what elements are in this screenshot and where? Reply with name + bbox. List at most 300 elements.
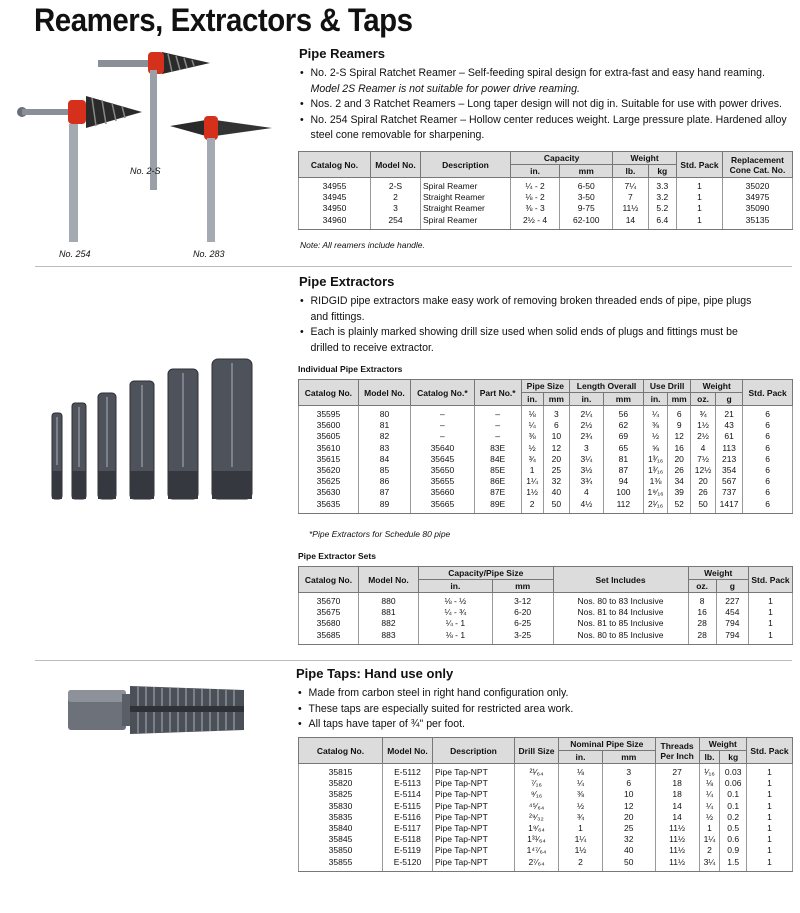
table-cell: 7: [613, 192, 648, 203]
table-row: [299, 823, 793, 834]
taps-table: [298, 737, 793, 872]
table-cell: 80: [358, 406, 410, 421]
table-cell: –: [474, 406, 521, 421]
table-cell: 35645: [411, 454, 475, 465]
table-cell: ⅛ - 1: [419, 630, 493, 645]
table-cell: 21: [715, 406, 742, 421]
col-mm: mm: [602, 751, 655, 764]
table-cell: 1½: [691, 420, 716, 431]
table-cell: 4: [691, 443, 716, 454]
pipe-tap-illustration: [64, 678, 254, 744]
table-cell: 213: [715, 454, 742, 465]
table-cell: 2: [371, 192, 421, 203]
table-cell: 3¼: [699, 857, 720, 872]
table-cell: 1: [559, 823, 603, 834]
extractors-footnote: *Pipe Extractors for Schedule 80 pipe: [309, 529, 451, 539]
col-description: Description: [421, 152, 511, 178]
table-cell: Pipe Tap-NPT: [433, 812, 515, 823]
table-cell: 25: [602, 823, 655, 834]
table-cell: 2¹⁄₁₆: [644, 499, 668, 514]
table-cell: 9: [668, 420, 691, 431]
table-cell: 1: [521, 465, 543, 476]
bullet-item: • All taps have taper of ¾" per foot.: [298, 717, 573, 733]
table-cell: 6-25: [492, 618, 553, 629]
table-cell: 84: [358, 454, 410, 465]
table-cell: 83: [358, 443, 410, 454]
table-cell: 35595: [299, 406, 359, 421]
col-model: Model No.: [359, 567, 419, 593]
table-cell: 1⅜: [644, 476, 668, 487]
col-in: in.: [559, 751, 603, 764]
table-cell: 2: [559, 857, 603, 872]
table-cell: 26: [691, 487, 716, 498]
table-cell: 35650: [411, 465, 475, 476]
col-mm: mm: [543, 393, 569, 406]
table-cell: 10: [543, 431, 569, 442]
col-mm: mm: [668, 393, 691, 406]
table-cell: 34975: [723, 192, 793, 203]
table-cell: 1: [677, 192, 723, 203]
table-cell: 1: [747, 778, 793, 789]
table-cell: 1: [747, 834, 793, 845]
table-cell: 880: [359, 593, 419, 608]
table-cell: 1¼: [521, 476, 543, 487]
table-cell: 3: [570, 443, 604, 454]
table-cell: 35615: [299, 454, 359, 465]
table-cell: 35680: [299, 618, 359, 629]
col-kg: kg: [648, 165, 676, 178]
table-cell: 50: [602, 857, 655, 872]
table-cell: 94: [603, 476, 643, 487]
table-cell: 1³⁄₁₆: [644, 454, 668, 465]
col-pipe-size: Pipe Size: [521, 380, 569, 393]
table-row: [299, 465, 793, 476]
table-cell: 35840: [299, 823, 383, 834]
table-cell: E-5118: [383, 834, 433, 845]
table-cell: 2½: [691, 431, 716, 442]
table-cell: 1³⁄₁₆: [644, 465, 668, 476]
table-row: [299, 801, 793, 812]
table-cell: 1: [749, 593, 793, 608]
table-cell: 1: [677, 178, 723, 193]
table-cell: 0.6: [720, 834, 747, 845]
table-cell: ¾: [559, 812, 603, 823]
table-cell: 35605: [299, 431, 359, 442]
table-cell: ¼ - 2: [511, 178, 560, 193]
col-replacement: Replacement Cone Cat. No.: [723, 152, 793, 178]
reamer-label-283: No. 283: [193, 249, 225, 259]
table-cell: 6-50: [560, 178, 613, 193]
table-cell: 882: [359, 618, 419, 629]
table-cell: 32: [602, 834, 655, 845]
table-cell: 567: [715, 476, 742, 487]
table-cell: 85E: [474, 465, 521, 476]
table-cell: 3¼: [570, 454, 604, 465]
table-cell: 1: [747, 823, 793, 834]
table-cell: 87: [603, 465, 643, 476]
table-cell: 35630: [299, 487, 359, 498]
table-cell: 2½: [570, 420, 604, 431]
table-cell: 35830: [299, 801, 383, 812]
table-cell: 86E: [474, 476, 521, 487]
table-cell: 2¼: [570, 406, 604, 421]
individual-extractors-title: Individual Pipe Extractors: [298, 364, 403, 374]
table-cell: 1: [747, 812, 793, 823]
table-cell: 16: [688, 607, 716, 618]
table-cell: ½: [521, 443, 543, 454]
table-cell: 1: [749, 630, 793, 645]
bullet-item: • Made from carbon steel in right hand configuration only.: [298, 686, 573, 702]
table-cell: E-5113: [383, 778, 433, 789]
table-cell: Spiral Reamer: [421, 178, 511, 193]
reamer-label-2s: No. 2-S: [130, 166, 161, 176]
table-cell: 100: [603, 487, 643, 498]
table-cell: –: [411, 431, 475, 442]
divider: [35, 266, 792, 267]
table-cell: ½: [699, 812, 720, 823]
table-cell: 65: [603, 443, 643, 454]
table-cell: Pipe Tap-NPT: [433, 801, 515, 812]
table-cell: 1: [747, 845, 793, 856]
reamers-bullets: [300, 66, 800, 144]
col-oz: oz.: [688, 580, 716, 593]
table-cell: 35090: [723, 203, 793, 214]
table-cell: 35820: [299, 778, 383, 789]
table-cell: 11½: [613, 203, 648, 214]
table-cell: ⅜: [644, 420, 668, 431]
table-cell: E-5120: [383, 857, 433, 872]
table-cell: 454: [716, 607, 748, 618]
table-row: [299, 499, 793, 514]
table-cell: 254: [371, 215, 421, 230]
col-mm: mm: [603, 393, 643, 406]
table-cell: 69: [603, 431, 643, 442]
table-cell: 0.03: [720, 764, 747, 779]
table-cell: ⁹⁄₁₆: [515, 789, 559, 800]
table-cell: 0.06: [720, 778, 747, 789]
reamers-note: Note: All reamers include handle.: [300, 240, 425, 250]
table-cell: 3¾: [570, 476, 604, 487]
taps-bullets: [298, 686, 585, 733]
table-cell: 3½: [570, 465, 604, 476]
table-cell: 35655: [411, 476, 475, 487]
table-cell: 112: [603, 499, 643, 514]
col-drill: Use Drill: [644, 380, 691, 393]
table-cell: 40: [543, 487, 569, 498]
table-cell: 34945: [299, 192, 371, 203]
table-row: [299, 778, 793, 789]
table-cell: 56: [603, 406, 643, 421]
table-row: [299, 431, 793, 442]
reamers-illustration: [10, 40, 290, 265]
table-cell: 83E: [474, 443, 521, 454]
table-cell: 6: [743, 487, 793, 498]
table-cell: 6: [743, 465, 793, 476]
table-cell: E-5112: [383, 764, 433, 779]
reamers-table: [298, 151, 793, 230]
table-cell: ⅜: [559, 789, 603, 800]
table-cell: ⅛: [699, 778, 720, 789]
col-model: Model No.: [383, 738, 433, 764]
table-cell: 6: [743, 454, 793, 465]
table-cell: 87E: [474, 487, 521, 498]
page-title: Reamers, Extractors & Taps: [34, 2, 413, 38]
col-lb: lb.: [613, 165, 648, 178]
table-cell: 6: [543, 420, 569, 431]
table-cell: 43: [715, 420, 742, 431]
table-cell: 35135: [723, 215, 793, 230]
table-cell: 1½: [559, 845, 603, 856]
col-in: in.: [570, 393, 604, 406]
table-cell: E-5116: [383, 812, 433, 823]
table-cell: E-5117: [383, 823, 433, 834]
table-cell: 62: [603, 420, 643, 431]
table-cell: –: [474, 420, 521, 431]
table-cell: ¼ - 1: [419, 618, 493, 629]
table-cell: –: [411, 406, 475, 421]
col-mm: mm: [560, 165, 613, 178]
table-cell: 4½: [570, 499, 604, 514]
table-cell: 87: [358, 487, 410, 498]
table-cell: Pipe Tap-NPT: [433, 764, 515, 779]
table-cell: ¼ - ¾: [419, 607, 493, 618]
col-weight: Weight: [688, 567, 748, 580]
reamers-table-body: [299, 178, 793, 230]
table-cell: ⅝: [644, 443, 668, 454]
extractor-sets-table-body: [299, 593, 793, 645]
table-cell: ²⁹⁄₃₂: [515, 812, 559, 823]
col-mm: mm: [492, 580, 553, 593]
col-model: Model No.: [358, 380, 410, 406]
col-pack: Std. Pack: [749, 567, 793, 593]
table-cell: 6.4: [648, 215, 676, 230]
table-cell: 35835: [299, 812, 383, 823]
table-cell: 35640: [411, 443, 475, 454]
table-cell: 82: [358, 431, 410, 442]
table-cell: 6: [743, 431, 793, 442]
extractor-sets-table: [298, 566, 793, 645]
table-cell: 3-50: [560, 192, 613, 203]
table-cell: ½: [559, 801, 603, 812]
table-row: [299, 178, 793, 193]
col-threads: Threads Per Inch: [655, 738, 699, 764]
table-cell: 883: [359, 630, 419, 645]
table-cell: 20: [543, 454, 569, 465]
table-cell: E-5115: [383, 801, 433, 812]
table-cell: 3.2: [648, 192, 676, 203]
table-cell: 8: [688, 593, 716, 608]
table-row: [299, 607, 793, 618]
table-cell: Pipe Tap-NPT: [433, 834, 515, 845]
table-cell: ²¹⁄₆₄: [515, 764, 559, 779]
table-cell: 86: [358, 476, 410, 487]
table-cell: –: [411, 420, 475, 431]
table-cell: 3-12: [492, 593, 553, 608]
col-nominal: Nominal Pipe Size: [559, 738, 656, 751]
table-cell: 40: [602, 845, 655, 856]
table-cell: 2-S: [371, 178, 421, 193]
table-cell: 12½: [691, 465, 716, 476]
col-weight: Weight: [613, 152, 677, 165]
table-cell: 61: [715, 431, 742, 442]
table-cell: 35625: [299, 476, 359, 487]
table-cell: 81: [603, 454, 643, 465]
table-cell: 1: [747, 801, 793, 812]
table-cell: 35815: [299, 764, 383, 779]
extractors-table: [298, 379, 793, 514]
table-row: [299, 476, 793, 487]
table-row: [299, 406, 793, 421]
table-cell: 1: [677, 203, 723, 214]
table-row: [299, 834, 793, 845]
table-row: [299, 203, 793, 214]
table-cell: Nos. 81 to 84 Inclusive: [553, 607, 688, 618]
table-cell: 18: [655, 789, 699, 800]
table-cell: 34950: [299, 203, 371, 214]
table-cell: 35855: [299, 857, 383, 872]
table-cell: 6: [743, 443, 793, 454]
table-cell: 35685: [299, 630, 359, 645]
table-cell: Pipe Tap-NPT: [433, 778, 515, 789]
col-lb: lb.: [699, 751, 720, 764]
table-cell: 1¼: [699, 834, 720, 845]
table-cell: 1¼: [559, 834, 603, 845]
table-cell: 28: [688, 630, 716, 645]
table-cell: 1: [749, 618, 793, 629]
table-cell: 89E: [474, 499, 521, 514]
table-row: [299, 764, 793, 779]
table-cell: 6-20: [492, 607, 553, 618]
table-cell: 50: [691, 499, 716, 514]
col-part: Part No.*: [474, 380, 521, 406]
table-cell: ⁷⁄₁₆: [515, 778, 559, 789]
extractor-sets-title: Pipe Extractor Sets: [298, 551, 376, 561]
table-cell: ¹⁄₁₆: [699, 764, 720, 779]
taps-table-body: [299, 764, 793, 872]
table-cell: 20: [602, 812, 655, 823]
table-cell: 1: [749, 607, 793, 618]
col-in: in.: [521, 393, 543, 406]
table-cell: 6: [743, 420, 793, 431]
table-cell: 25: [543, 465, 569, 476]
col-g: g: [716, 580, 748, 593]
table-cell: E-5114: [383, 789, 433, 800]
col-weight: Weight: [699, 738, 746, 751]
table-cell: 26: [668, 465, 691, 476]
table-cell: 7¼: [613, 178, 648, 193]
table-cell: 3: [602, 764, 655, 779]
table-cell: 6: [743, 499, 793, 514]
table-cell: 12: [543, 443, 569, 454]
table-cell: 18: [655, 778, 699, 789]
table-cell: ¼: [644, 406, 668, 421]
col-length: Length Overall: [570, 380, 644, 393]
table-cell: 39: [668, 487, 691, 498]
table-cell: –: [474, 431, 521, 442]
extractors-title: Pipe Extractors: [299, 274, 395, 289]
table-cell: 1: [699, 823, 720, 834]
table-cell: 1: [747, 789, 793, 800]
table-row: [299, 487, 793, 498]
table-cell: 2⁷⁄₆₄: [515, 857, 559, 872]
table-cell: 6: [743, 406, 793, 421]
table-cell: Nos. 80 to 85 Inclusive: [553, 630, 688, 645]
table-cell: 113: [715, 443, 742, 454]
table-cell: 34955: [299, 178, 371, 193]
col-in: in.: [419, 580, 493, 593]
table-cell: 35600: [299, 420, 359, 431]
table-cell: 11½: [655, 857, 699, 872]
table-cell: 35610: [299, 443, 359, 454]
col-pack: Std. Pack: [743, 380, 793, 406]
bullet-item: • These taps are especially suited for restricted area work.: [298, 702, 573, 718]
col-catalog: Catalog No.: [299, 380, 359, 406]
table-cell: Straight Reamer: [421, 203, 511, 214]
col-g: g: [715, 393, 742, 406]
table-cell: 34: [668, 476, 691, 487]
table-cell: 1: [747, 857, 793, 872]
col-catalog-star: Catalog No.*: [411, 380, 475, 406]
table-row: [299, 857, 793, 872]
table-cell: 881: [359, 607, 419, 618]
col-catalog: Catalog No.: [299, 152, 371, 178]
table-cell: 35675: [299, 607, 359, 618]
table-cell: 1½: [521, 487, 543, 498]
table-cell: 20: [691, 476, 716, 487]
table-cell: ¾: [691, 406, 716, 421]
bullet-item: • No. 2-S Spiral Ratchet Reamer – Self-feeding spiral design for extra-fast and easy hand reaming. Model 2S Reamer is not suitable for power drive reaming.: [300, 66, 787, 97]
table-cell: ⅜ - 3: [511, 203, 560, 214]
col-drill: Drill Size: [515, 738, 559, 764]
table-cell: 35665: [411, 499, 475, 514]
col-weight: Weight: [691, 380, 743, 393]
table-cell: 0.2: [720, 812, 747, 823]
table-row: [299, 420, 793, 431]
table-row: [299, 812, 793, 823]
table-cell: 14: [655, 812, 699, 823]
table-cell: 11½: [655, 834, 699, 845]
col-kg: kg: [720, 751, 747, 764]
table-cell: 35635: [299, 499, 359, 514]
col-catalog: Catalog No.: [299, 567, 359, 593]
col-includes: Set Includes: [553, 567, 688, 593]
table-cell: ¾: [521, 454, 543, 465]
table-cell: 737: [715, 487, 742, 498]
table-cell: ⁴⁵⁄₆₄: [515, 801, 559, 812]
table-cell: 1⁹⁄₆₄: [515, 823, 559, 834]
table-row: [299, 789, 793, 800]
table-cell: Nos. 80 to 83 Inclusive: [553, 593, 688, 608]
table-cell: ⅛: [559, 764, 603, 779]
table-cell: 35825: [299, 789, 383, 800]
table-cell: 52: [668, 499, 691, 514]
col-description: Description: [433, 738, 515, 764]
table-cell: 2½ - 4: [511, 215, 560, 230]
bullet-item: • No. 254 Spiral Ratchet Reamer – Hollow center reduces weight. Large pressure plate. Hardened alloy steel cone removable for sharpening.: [300, 113, 787, 144]
table-row: [299, 443, 793, 454]
divider: [35, 660, 792, 661]
table-cell: 35670: [299, 593, 359, 608]
table-cell: 12: [602, 801, 655, 812]
table-cell: ¼: [699, 789, 720, 800]
table-row: [299, 215, 793, 230]
table-cell: 89: [358, 499, 410, 514]
table-cell: ⅛ - ½: [419, 593, 493, 608]
table-cell: 32: [543, 476, 569, 487]
extractors-illustration: [44, 355, 264, 515]
col-capacity: Capacity/Pipe Size: [419, 567, 554, 580]
extractors-table-body: [299, 406, 793, 514]
